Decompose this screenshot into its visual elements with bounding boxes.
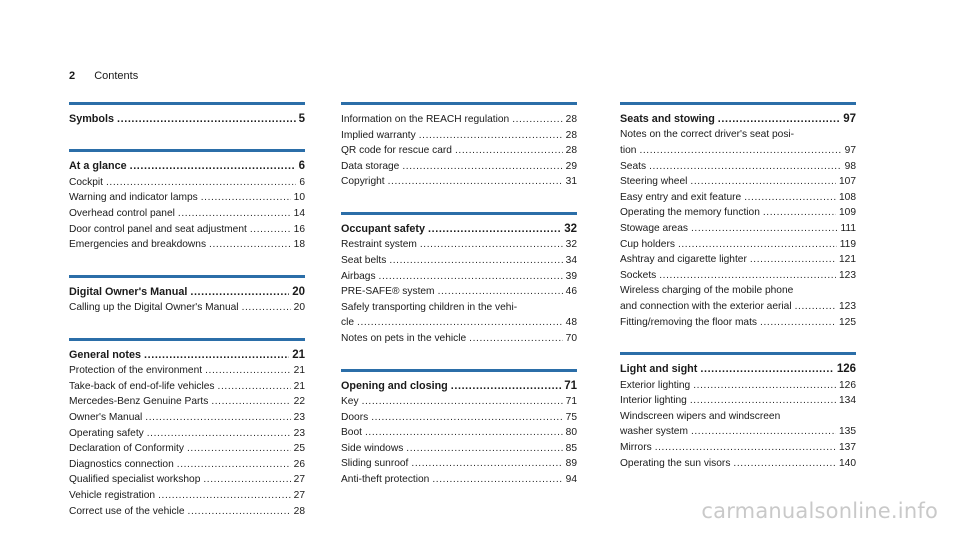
leader-dots: [690, 393, 836, 409]
toc-entry-label: Operating safety: [69, 427, 144, 439]
toc-entry-label: Interior lighting: [620, 395, 687, 407]
toc-entry-line[interactable]: Wireless charging of the mobile phone: [620, 285, 794, 297]
toc-entry-page: 125: [839, 316, 856, 328]
toc-entry-label: Side windows: [341, 442, 404, 454]
section-title-page: 97: [843, 113, 856, 125]
toc-entry[interactable]: [341, 315, 577, 331]
toc-entry-page: 28: [565, 114, 577, 125]
toc-entry[interactable]: [620, 424, 856, 440]
section-title-page: 20: [292, 285, 305, 298]
toc-entry[interactable]: [69, 190, 305, 206]
toc-section-at-a-glance: [69, 149, 305, 252]
toc-entry[interactable]: [341, 269, 577, 285]
toc-entry[interactable]: [341, 128, 577, 144]
section-title-label: Light and sight: [620, 363, 698, 376]
toc-entry[interactable]: [341, 174, 577, 190]
watermark: carmanualsonline.info: [701, 499, 938, 523]
toc-entry[interactable]: [620, 393, 856, 409]
leader-dots: [411, 456, 562, 472]
toc-entry-page: 46: [565, 286, 577, 298]
toc-entry-label: Implied warranty: [341, 129, 416, 141]
leader-dots: [117, 112, 296, 127]
leader-dots: [438, 284, 563, 300]
toc-entry-page: 20: [293, 302, 305, 314]
toc-entry[interactable]: [69, 363, 305, 379]
leader-dots: [203, 472, 290, 488]
toc-entry[interactable]: [620, 159, 856, 175]
section-title-page: 5: [298, 113, 305, 125]
toc-entry-label: Seat belts: [341, 254, 387, 266]
toc-entry-label: Doors: [341, 411, 369, 423]
toc-entry-label: Mercedes-Benz Genuine Parts: [69, 396, 209, 408]
toc-entry-page: 126: [839, 379, 856, 391]
toc-entry[interactable]: [620, 299, 856, 315]
toc-entry[interactable]: [69, 441, 305, 457]
toc-entry[interactable]: [620, 315, 856, 331]
toc-entry-page: 97: [844, 145, 856, 156]
toc-entry-page: 16: [293, 223, 305, 235]
toc-entry[interactable]: [341, 112, 577, 128]
leader-dots: [362, 394, 563, 410]
toc-entry[interactable]: [69, 394, 305, 410]
toc-entry-label: Protection of the environment: [69, 365, 203, 377]
leader-dots: [700, 362, 833, 377]
page-header: [69, 70, 138, 82]
section-title-page: 21: [292, 348, 305, 361]
toc-entry-label: Sockets: [620, 269, 657, 281]
toc-entry[interactable]: [620, 378, 856, 394]
section-title-page: 71: [564, 379, 577, 392]
section-title[interactable]: [69, 348, 305, 363]
toc-entry[interactable]: [341, 472, 577, 488]
leader-dots: [718, 112, 840, 127]
section-title[interactable]: [69, 112, 305, 127]
leader-dots: [691, 424, 836, 440]
leader-dots: [639, 143, 841, 159]
leader-dots: [428, 222, 561, 237]
toc-entry-label: Information on the REACH regulation: [341, 114, 510, 125]
section-title[interactable]: [341, 222, 577, 237]
toc-entry[interactable]: [620, 440, 856, 456]
toc-entry-page: 75: [565, 411, 577, 423]
toc-entry-label: Declaration of Conformity: [69, 443, 184, 455]
page-number: 2: [69, 70, 76, 82]
toc-entry-label: PRE-SAFE® system: [341, 286, 435, 298]
toc-entry-page: 119: [839, 238, 856, 250]
leader-dots: [158, 488, 291, 504]
toc-entry[interactable]: [620, 190, 856, 206]
toc-entry-line[interactable]: Safely transporting children in the vehi-: [341, 301, 518, 313]
leader-dots: [147, 426, 291, 442]
leader-dots: [420, 237, 563, 253]
toc-entry[interactable]: [341, 237, 577, 253]
toc-entry[interactable]: [620, 174, 856, 190]
toc-entry-page: 26: [293, 458, 305, 470]
leader-dots: [678, 237, 837, 253]
toc-entry-page: 111: [840, 222, 856, 234]
toc-entry-label: Airbags: [341, 270, 376, 282]
toc-entry-label: Cup holders: [620, 238, 675, 250]
leader-dots: [188, 504, 291, 520]
leader-dots: [145, 410, 290, 426]
leader-dots: [365, 425, 563, 441]
toc-entry-label: Take-back of end-of-life vehicles: [69, 380, 215, 392]
toc-entry[interactable]: [620, 268, 856, 284]
toc-entry[interactable]: [620, 205, 856, 221]
leader-dots: [379, 269, 563, 285]
toc-entry-page: 25: [293, 443, 305, 455]
toc-entry-page: 135: [839, 426, 856, 438]
leader-dots: [388, 174, 563, 190]
toc-section-digital-owner-s-manual: [69, 275, 305, 316]
toc-entry[interactable]: [341, 331, 577, 347]
section-title[interactable]: [620, 362, 856, 377]
toc-entry-page: 21: [293, 365, 305, 377]
toc-entry-page: 134: [839, 395, 856, 407]
toc-entry-label: Copyright: [341, 176, 385, 188]
toc-entry-label: tion: [620, 145, 637, 156]
toc-entry[interactable]: [341, 410, 577, 426]
toc-entry[interactable]: [69, 410, 305, 426]
toc-entry[interactable]: [69, 426, 305, 442]
toc-entry-label: Key: [341, 395, 359, 407]
toc-entry-label: Ashtray and cigarette lighter: [620, 254, 747, 266]
toc-entry-label: QR code for rescue card: [341, 145, 452, 157]
toc-section-general-notes: [69, 338, 305, 519]
leader-dots: [190, 285, 289, 300]
toc-entry-label: Cockpit: [69, 176, 103, 188]
leader-dots: [209, 237, 291, 253]
toc-entry-label: Overhead control panel: [69, 208, 175, 219]
toc-entry-page: 107: [839, 176, 856, 188]
toc-entry-page: 140: [839, 457, 856, 469]
toc-entry-page: 28: [565, 145, 577, 157]
section-title-label: Opening and closing: [341, 379, 448, 392]
toc-entry-page: 27: [293, 474, 305, 486]
toc-section-seats-and-stowing: [620, 102, 856, 330]
toc-entry-page: 31: [565, 176, 577, 188]
toc-entry-line[interactable]: Notes on the correct driver's seat posi-: [620, 129, 795, 141]
leader-dots: [690, 174, 836, 190]
leader-dots: [406, 441, 562, 457]
toc-entry-label: and connection with the exterior aerial: [620, 300, 792, 312]
toc-entry-label: Operating the sun visors: [620, 457, 731, 469]
toc-entry[interactable]: [69, 504, 305, 520]
section-title-label: Occupant safety: [341, 222, 426, 235]
toc-entry-page: 10: [293, 192, 305, 204]
leader-dots: [218, 379, 291, 395]
toc-entry[interactable]: [341, 425, 577, 441]
toc-entry-label: Stowage areas: [620, 222, 688, 234]
toc-entry-label: Data storage: [341, 160, 400, 172]
toc-entry[interactable]: [69, 472, 305, 488]
leader-dots: [357, 315, 563, 331]
toc-entry-page: 28: [565, 129, 577, 141]
toc-entry-page: 48: [565, 317, 577, 329]
toc-entry[interactable]: [69, 237, 305, 253]
leader-dots: [795, 299, 836, 315]
section-title-label: Seats and stowing: [620, 113, 715, 125]
leader-dots: [659, 268, 836, 284]
toc-entry[interactable]: [69, 175, 305, 191]
toc-entry-page: 21: [293, 380, 305, 392]
toc-entry[interactable]: [341, 284, 577, 300]
toc-entry[interactable]: [69, 222, 305, 238]
section-title-page: 6: [298, 160, 305, 173]
toc-entry[interactable]: [69, 379, 305, 395]
leader-dots: [744, 190, 836, 206]
toc-entry[interactable]: [341, 159, 577, 175]
toc-entry-label: Door control panel and seat adjustment: [69, 223, 247, 235]
toc-section-continued: [341, 102, 577, 190]
toc-entry-page: 85: [565, 442, 577, 454]
toc-entry-page: 89: [565, 458, 577, 470]
toc-entry-label: Boot: [341, 427, 362, 439]
toc-entry-page: 80: [565, 427, 577, 439]
toc-entry-label: Calling up the Digital Owner's Manual: [69, 302, 239, 314]
toc-entry-label: Notes on pets in the vehicle: [341, 332, 467, 344]
section-title[interactable]: [69, 285, 305, 300]
toc-entry[interactable]: [341, 143, 577, 159]
toc-entry-label: Vehicle registration: [69, 489, 156, 501]
toc-entry-page: 98: [844, 160, 856, 172]
toc-column-3: [620, 102, 856, 493]
leader-dots: [187, 441, 291, 457]
section-title[interactable]: [620, 112, 856, 127]
toc-entry-page: 108: [839, 191, 856, 203]
toc-entry[interactable]: [341, 456, 577, 472]
leader-dots: [763, 205, 836, 221]
toc-entry[interactable]: [341, 253, 577, 269]
toc-entry[interactable]: [69, 300, 305, 316]
toc-entry[interactable]: [620, 456, 856, 472]
section-title[interactable]: [69, 159, 305, 174]
toc-entry-page: 14: [293, 208, 305, 219]
toc-entry-page: 27: [293, 489, 305, 501]
toc-entry-page: 121: [839, 254, 856, 266]
toc-entry-line[interactable]: Windscreen wipers and windscreen: [620, 410, 781, 422]
toc-entry-label: Warning and indicator lamps: [69, 192, 198, 204]
toc-entry-label: Owner's Manual: [69, 411, 143, 423]
toc-entry[interactable]: [620, 252, 856, 268]
toc-entry-page: 28: [293, 505, 305, 517]
leader-dots: [451, 379, 561, 394]
toc-entry-page: 32: [565, 239, 577, 251]
toc-entry[interactable]: [69, 457, 305, 473]
leader-dots: [211, 394, 290, 410]
toc-entry-page: 109: [839, 207, 856, 219]
leader-dots: [691, 221, 838, 237]
toc-entry-label: Qualified specialist workshop: [69, 474, 201, 486]
toc-entry-label: Mirrors: [620, 441, 652, 453]
toc-entry-label: Easy entry and exit feature: [620, 191, 742, 203]
toc-entry-page: 137: [839, 441, 856, 453]
leader-dots: [455, 143, 563, 159]
leader-dots: [512, 112, 562, 128]
toc-entry-page: 34: [565, 254, 577, 266]
leader-dots: [242, 300, 291, 316]
toc-entry[interactable]: [620, 221, 856, 237]
leader-dots: [130, 159, 296, 174]
leader-dots: [402, 159, 562, 175]
toc-section-opening-and-closing: [341, 369, 577, 488]
leader-dots: [432, 472, 562, 488]
toc-entry-page: 123: [839, 300, 856, 312]
toc-entry-page: 23: [293, 427, 305, 439]
leader-dots: [250, 222, 291, 238]
leader-dots: [733, 456, 836, 472]
toc-entry[interactable]: [620, 143, 856, 159]
toc-section-symbols: [69, 102, 305, 127]
toc-entry-page: 123: [839, 269, 856, 281]
section-title-label: Symbols: [69, 113, 115, 125]
toc-entry-label: Seats: [620, 160, 647, 172]
leader-dots: [419, 128, 563, 144]
leader-dots: [750, 252, 836, 268]
toc-entry-label: washer system: [620, 426, 688, 438]
toc-entry-label: Correct use of the vehicle: [69, 505, 185, 517]
leader-dots: [760, 315, 836, 331]
toc-entry[interactable]: [69, 488, 305, 504]
leader-dots: [177, 457, 291, 473]
leader-dots: [144, 348, 289, 363]
leader-dots: [106, 175, 296, 191]
toc-entry[interactable]: [620, 237, 856, 253]
toc-entry-label: Diagnostics connection: [69, 458, 174, 470]
leader-dots: [693, 378, 836, 394]
section-title-label: General notes: [69, 348, 142, 361]
toc-entry[interactable]: [341, 441, 577, 457]
leader-dots: [178, 206, 291, 222]
toc-entry[interactable]: [69, 206, 305, 222]
header-title: Contents: [94, 70, 139, 82]
section-title-label: At a glance: [69, 160, 127, 173]
toc-entry-page: 29: [565, 160, 577, 172]
section-title[interactable]: [341, 379, 577, 394]
toc-entry-page: 94: [565, 473, 577, 485]
leader-dots: [655, 440, 836, 456]
toc-entry-label: Steering wheel: [620, 176, 688, 188]
toc-column-2: [341, 102, 577, 510]
toc-entry-label: cle: [341, 317, 355, 329]
toc-entry-label: Anti-theft protection: [341, 473, 430, 485]
toc-entry-label: Sliding sunroof: [341, 458, 409, 470]
section-title-page: 126: [836, 363, 856, 376]
toc-section-light-and-sight: [620, 352, 856, 471]
toc-entry-page: 18: [293, 239, 305, 251]
leader-dots: [205, 363, 291, 379]
leader-dots: [371, 410, 562, 426]
toc-entry-label: Operating the memory function: [620, 207, 760, 219]
toc-entry-page: 39: [565, 270, 577, 282]
leader-dots: [389, 253, 562, 269]
toc-column-1: [69, 102, 305, 541]
toc-entry[interactable]: [341, 394, 577, 410]
section-title-page: 32: [564, 222, 577, 235]
leader-dots: [649, 159, 842, 175]
toc-entry-page: 6: [299, 176, 305, 188]
section-title-label: Digital Owner's Manual: [69, 285, 188, 298]
toc-section-occupant-safety: [341, 212, 577, 347]
toc-entry-label: Emergencies and breakdowns: [69, 239, 207, 251]
toc-entry-label: Fitting/removing the floor mats: [620, 316, 758, 328]
leader-dots: [201, 190, 291, 206]
toc-entry-page: 23: [293, 411, 305, 423]
toc-entry-page: 22: [293, 396, 305, 408]
toc-entry-page: 70: [565, 332, 577, 344]
toc-entry-label: Exterior lighting: [620, 379, 691, 391]
leader-dots: [469, 331, 563, 347]
toc-entry-page: 71: [565, 395, 577, 407]
toc-entry-label: Restraint system: [341, 239, 417, 251]
